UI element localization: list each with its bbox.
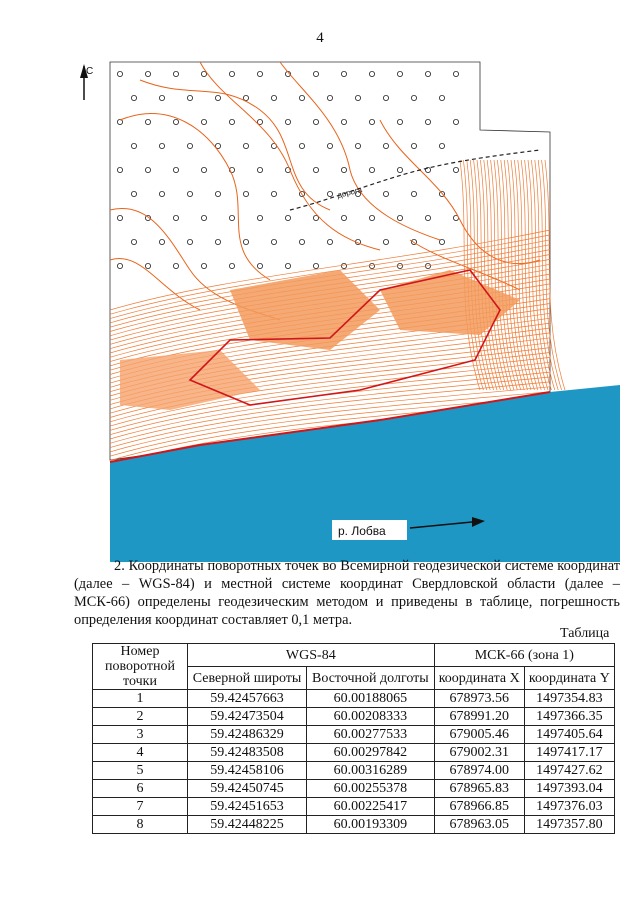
header-longitude: Восточной долготы <box>307 667 435 690</box>
table-cell: 4 <box>93 744 188 762</box>
table-cell: 1497427.62 <box>524 762 614 780</box>
table-cell: 1497366.35 <box>524 708 614 726</box>
table-cell: 1 <box>93 690 188 708</box>
table-row <box>93 708 615 726</box>
table-row <box>93 762 615 780</box>
table-cell: 1497405.64 <box>524 726 614 744</box>
table-cell: 1497417.17 <box>524 744 614 762</box>
table-cell: 59.42450745 <box>188 780 307 798</box>
road-label: дорога <box>336 185 363 200</box>
table-cell: 59.42451653 <box>188 798 307 816</box>
table-cell: 8 <box>93 816 188 834</box>
table-cell: 60.00225417 <box>307 798 435 816</box>
table-row <box>93 690 615 708</box>
river-label: р. Лобва <box>338 524 386 538</box>
table-cell: 3 <box>93 726 188 744</box>
table-row <box>93 798 615 816</box>
table-cell: 678991.20 <box>434 708 524 726</box>
table-cell: 60.00297842 <box>307 744 435 762</box>
table-row <box>93 816 615 834</box>
north-label: С <box>86 66 94 77</box>
table-cell: 60.00316289 <box>307 762 435 780</box>
header-wgs84: WGS-84 <box>188 644 435 667</box>
table-cell: 1497357.80 <box>524 816 614 834</box>
table-cell: 59.42483508 <box>188 744 307 762</box>
header-coord-x: координата X <box>434 667 524 690</box>
table-cell: 679002.31 <box>434 744 524 762</box>
table-cell: 59.42448225 <box>188 816 307 834</box>
table-cell: 59.42457663 <box>188 690 307 708</box>
table-cell: 59.42458106 <box>188 762 307 780</box>
table-cell: 679005.46 <box>434 726 524 744</box>
topographic-map <box>80 60 620 562</box>
table-cell: 1497376.03 <box>524 798 614 816</box>
page-number: 4 <box>316 30 324 46</box>
table-cell: 678963.05 <box>434 816 524 834</box>
table-cell: 60.00188065 <box>307 690 435 708</box>
table-cell: 2 <box>93 708 188 726</box>
table-cell: 60.00277533 <box>307 726 435 744</box>
header-latitude: Северной широты <box>188 667 307 690</box>
table-cell: 678966.85 <box>434 798 524 816</box>
table-cell: 678974.00 <box>434 762 524 780</box>
table-cell: 6 <box>93 780 188 798</box>
table-cell: 59.42486329 <box>188 726 307 744</box>
header-msk66: МСК-66 (зона 1) <box>434 644 614 667</box>
table-cell: 1497393.04 <box>524 780 614 798</box>
table-cell: 60.00193309 <box>307 816 435 834</box>
table-cell: 1497354.83 <box>524 690 614 708</box>
table-cell: 60.00208333 <box>307 708 435 726</box>
coordinates-table <box>92 643 615 834</box>
table-cell: 5 <box>93 762 188 780</box>
table-row <box>93 780 615 798</box>
table-caption: Таблица <box>560 626 610 641</box>
table-cell: 7 <box>93 798 188 816</box>
table-row <box>93 744 615 762</box>
table-cell: 678973.56 <box>434 690 524 708</box>
table-cell: 60.00255378 <box>307 780 435 798</box>
coordinates-paragraph: 2. Координаты поворотных точек во Всемирной геодезической системе координат (далее – WGS-84) и местной системе координат Свердловской области (далее – МСК-66) определены геодезическим методом и приведены в таблице, погрешность определения координат составляет 0,1 метра. <box>74 558 620 628</box>
header-coord-y: координата Y <box>524 667 614 690</box>
header-point-number: Номер поворотной точки <box>93 644 188 690</box>
table-row <box>93 726 615 744</box>
table-cell: 678965.83 <box>434 780 524 798</box>
table-cell: 59.42473504 <box>188 708 307 726</box>
